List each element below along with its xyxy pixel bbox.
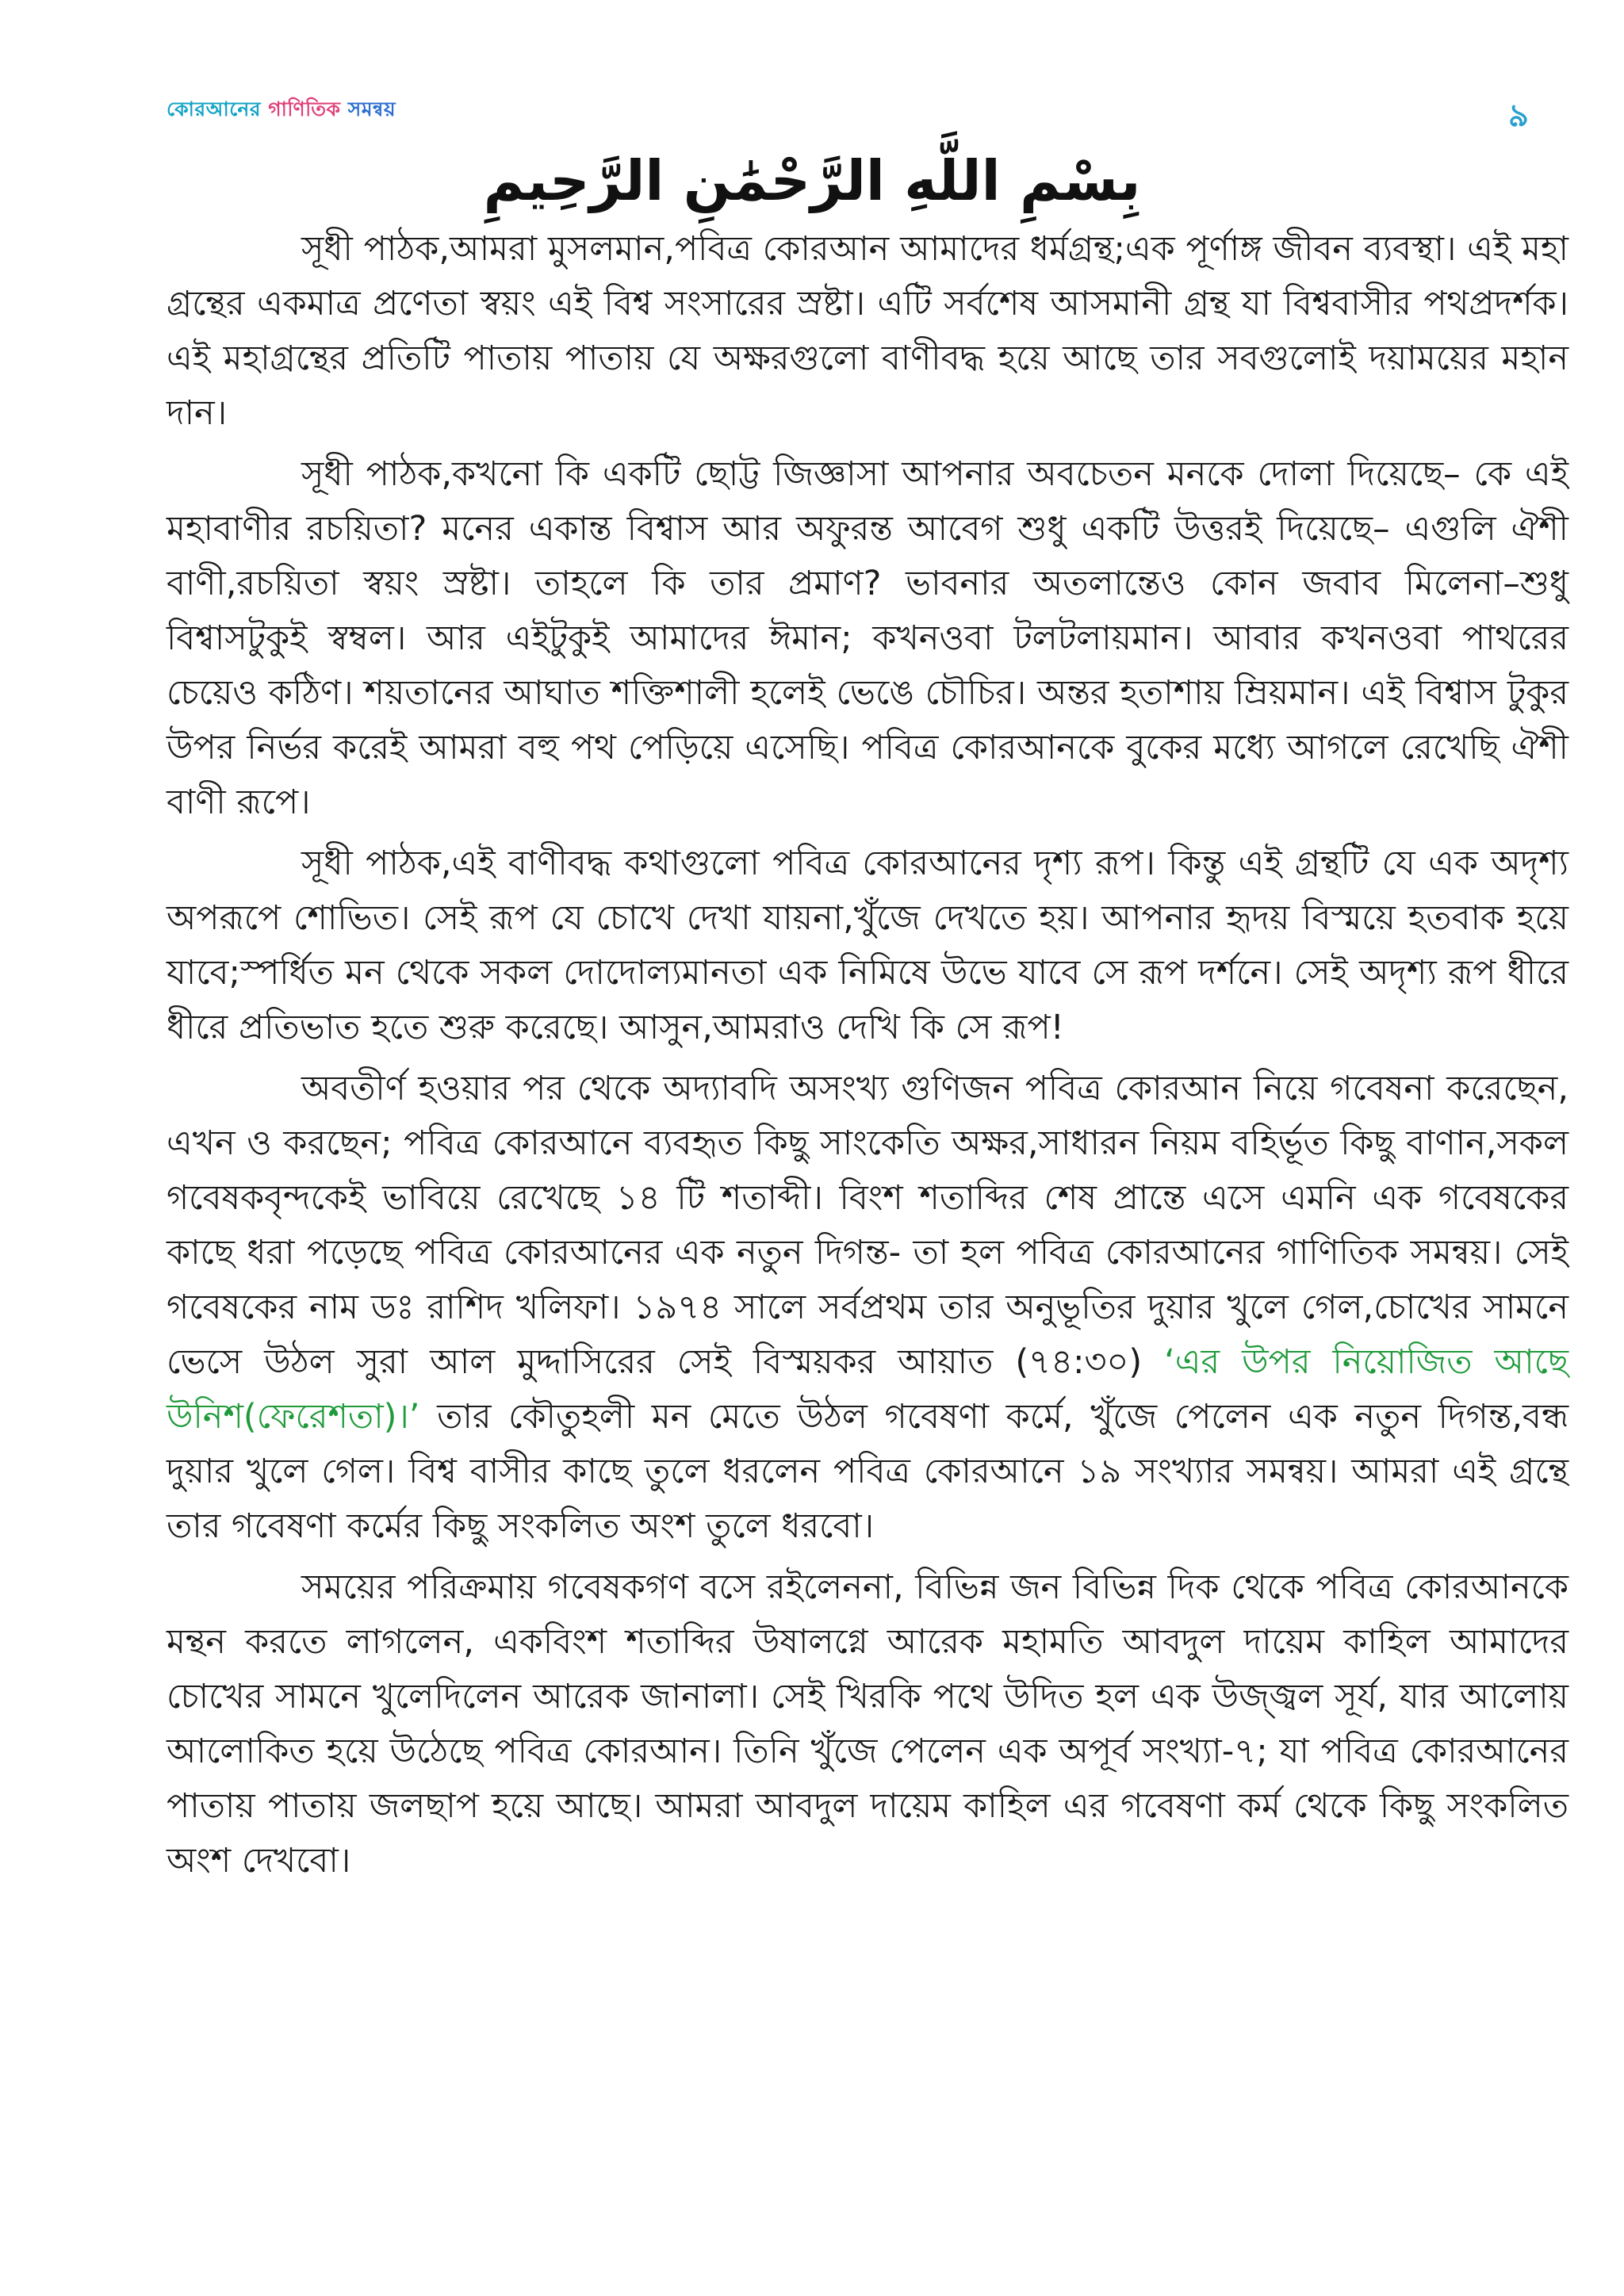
paragraph-4 xyxy=(167,1062,1568,1554)
running-title-part2: গাণিতিক xyxy=(268,98,348,121)
running-title-part3: সমন্বয় xyxy=(347,98,396,121)
paragraph-3: সূধী পাঠক,এই বাণীবদ্ধ কথাগুলো পবিত্র কোরআনের দৃশ্য রূপ। কিন্তু এই গ্রন্থটি যে এক অদৃশ্য অপরূপে শোভিত। সেই রূপ যে চোখে দেখা যায়না,খুঁজে দেখতে হয়। আপনার হৃদয় বিস্ময়ে হতবাক হয়ে যাবে;স্পর্ধিত মন থেকে সকল দোদোল্যমানতা এক নিমিষে উভে যাবে সে রূপ দর্শনে। সেই অদৃশ্য রূপ ধীরে ধীরে প্রতিভাত হতে শুরু করেছে। আসুন,আমরাও দেখি কি সে রূপ! xyxy=(167,844,1568,1047)
paragraph-4-text-before: অবতীর্ণ হওয়ার পর থেকে অদ্যাবদি অসংখ্য গুণিজন পবিত্র কোরআন নিয়ে গবেষনা করেছেন, এখন ও করছেন; পবিত্র কোরআনে ব্যবহৃত কিছু সাংকেতি অক্ষর,সাধারন নিয়ম বহির্ভূত কিছু বাণান,সকল গবেষকবৃন্দকেই ভাবিয়ে রেখেছে ১৪ টি শতাব্দী। বিংশ শতাব্দির শেষ প্রান্তে এসে এমনি এক গবেষকের কাছে ধরা পড়েছে পবিত্র কোরআনের এক নতুন দিগন্ত- তা হল পবিত্র কোরআনের গাণিতিক সমন্বয়। সেই গবেষকের নাম ডঃ রাশিদ খলিফা। ১৯৭৪ সালে সর্বপ্রথম তার অনুভূতির দুয়ার খুলে গেল,চোখের সামনে ভেসে উঠল সুরা আল মুদ্দাসিরের সেই বিস্ময়কর আয়াত (৭৪:৩০) xyxy=(167,1069,1568,1382)
paragraph-2: সূধী পাঠক,কখনো কি একটি ছোট্ট জিজ্ঞাসা আপনার অবচেতন মনকে দোলা দিয়েছে– কে এই মহাবাণীর রচয়িতা? মনের একান্ত বিশ্বাস আর অফুরন্ত আবেগ শুধু একটি উত্তরই দিয়েছে– এগুলি ঐশী বাণী,রচয়িতা স্বয়ং স্রষ্টা। তাহলে কি তার প্রমাণ? ভাবনার অতলান্তেও কোন জবাব মিলেনা–শুধু বিশ্বাসটুকুই স্বম্বল। আর এইটুকুই আমাদের ঈমান; কখনওবা টলটলায়মান। আবার কখনওবা পাথরের চেয়েও কঠিণ। শয়তানের আঘাত শক্তিশালী হলেই ভেঙে চৌচির। অন্তর হতাশায় ম্রিয়মান। এই বিশ্বাস টুকুর উপর নির্ভর করেই আমরা বহু পথ পেড়িয়ে এসেছি। পবিত্র কোরআনকে বুকের মধ্যে আগলে রেখেছি ঐশী বাণী রূপে। xyxy=(167,454,1568,822)
body-text xyxy=(167,222,1568,1895)
page-number: ৯ xyxy=(1508,98,1529,134)
paragraph-5: সময়ের পরিক্রমায় গবেষকগণ বসে রইলেননা, বিভিন্ন জন বিভিন্ন দিক থেকে পবিত্র কোরআনকে মন্থন করতে লাগলেন, একবিংশ শতাব্দির উষালগ্নে আরেক মহামতি আবদুল দায়েম কাহিল আমাদের চোখের সামনে খুলেদিলেন আরেক জানালা। সেই খিরকি পথে উদিত হল এক উজ্জ্বল সূর্য, যার আলোয় আলোকিত হয়ে উঠেছে পবিত্র কোরআন। তিনি খুঁজে পেলেন এক অপূর্ব সংখ্যা-৭; যা পবিত্র কোরআনের পাতায় পাতায় জলছাপ হয়ে আছে। আমরা আবদুল দায়েম কাহিল এর গবেষণা কর্ম থেকে কিছু সংকলিত অংশ দেখবো। xyxy=(167,1567,1568,1881)
running-title xyxy=(167,94,396,128)
bismillah-heading: بِسْمِ اللَّهِ الرَّحْمَٰنِ الرَّحِيمِ xyxy=(483,148,1141,213)
quran-verse-quote: ‘এর উপর নিয়োজিত আছে উনিশ(ফেরেশতা)।’ xyxy=(167,1342,1568,1437)
paragraph-4-text-after: তার কৌতুহলী মন মেতে উঠল গবেষণা কর্মে, খুঁজে পেলেন এক নতুন দিগন্ত,বন্ধ দুয়ার খুলে গেল। বিশ্ব বাসীর কাছে তুলে ধরলেন পবিত্র কোরআনে ১৯ সংখ্যার সমন্বয়। আমরা এই গ্রন্থে তার গবেষণা কর্মের কিছু সংকলিত অংশ তুলে ধরবো। xyxy=(167,1397,1568,1546)
running-title-part1: কোরআনের xyxy=(167,98,269,121)
paragraph-1: সূধী পাঠক,আমরা মুসলমান,পবিত্র কোরআন আমাদের ধর্মগ্রন্থ;এক পূর্ণাঙ্গ জীবন ব্যবস্থা। এই মহা গ্রন্থের একমাত্র প্রণেতা স্বয়ং এই বিশ্ব সংসারের স্রষ্টা। এটি সর্বশেষ আসমানী গ্রন্থ যা বিশ্ববাসীর পথপ্রদর্শক। এই মহাগ্রন্থের প্রতিটি পাতায় পাতায় যে অক্ষরগুলো বাণীবদ্ধ হয়ে আছে তার সবগুলোই দয়াময়ের মহান দান। xyxy=(167,229,1568,433)
page-header xyxy=(167,94,1529,133)
